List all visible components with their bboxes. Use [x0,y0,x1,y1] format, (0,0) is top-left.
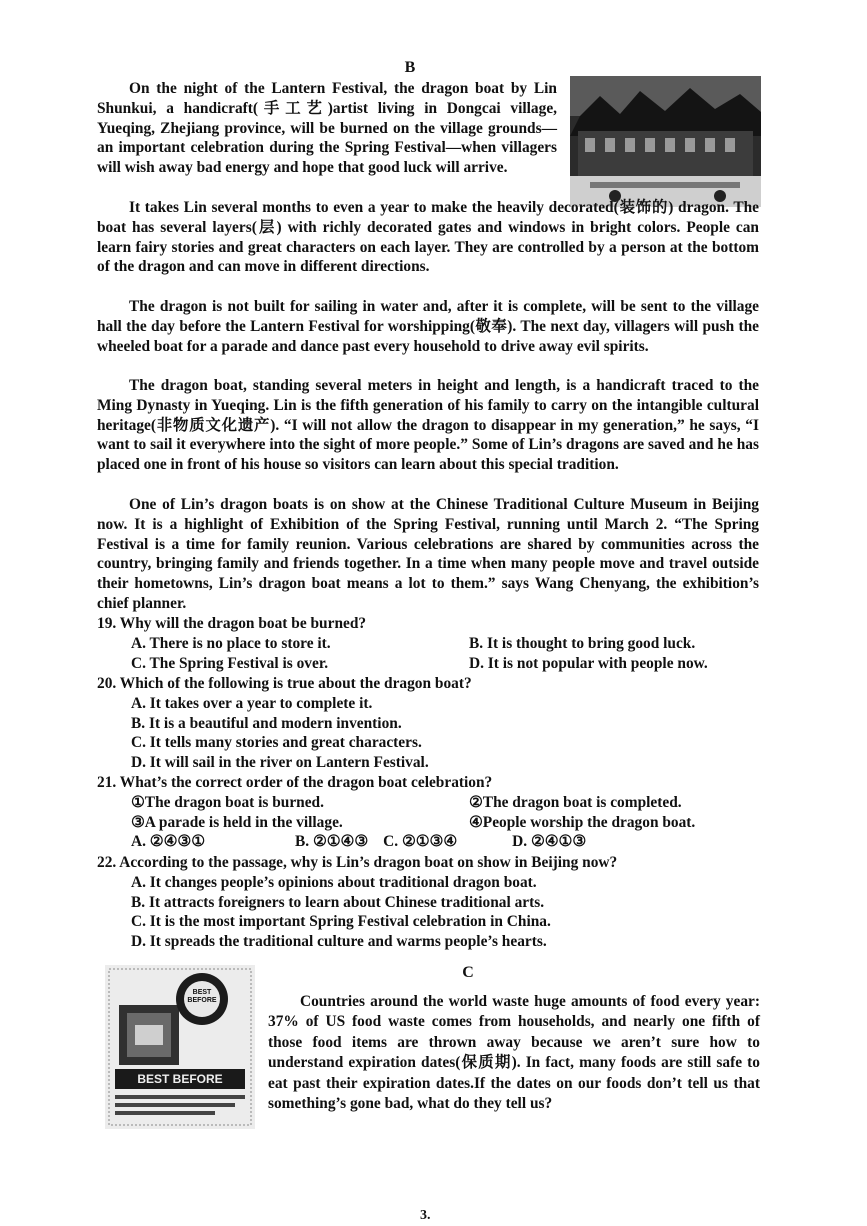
option-b[interactable]: B. It is thought to bring good luck. [469,634,696,652]
answer-c[interactable]: C. ②①③④ [383,833,458,851]
question-21 [97,773,767,852]
paragraph-text: Countries around the world waste huge amounts of food every year: 37% of US food waste comes from households, and nearly one fifth of those food items are thrown away because we aren’t sure how to understand expiration dates(保质期). In fact, many foods are still safe to eat past their expiration dates.If the dates on our foods don’t tell us that something’s gone bad, what do they tell us? [268,993,760,1113]
answer-d[interactable]: D. ②④①③ [512,833,587,851]
paragraph-text: The dragon is not built for sailing in water and, after it is complete, will be sent to the village hall the day before the Lantern Festival for worshipping(敬奉). The next day, villagers will push the wheeled boat for a parade and dance past every household to drive away evil spirits. [97,298,759,355]
answer-b[interactable]: B. ②①④③ [295,833,369,851]
paragraph-text: On the night of the Lantern Festival, the dragon boat by Lin Shunkui, a handicraft(手工艺)artist living in Dongcai village, Yueqing, Zhejiang province, will be burned on the village grounds—an important celebration during the Spring Festival—when villagers will wish away bad energy and hope that good luck will arrive. [97,80,557,177]
option-d[interactable]: D. It is not popular with people now. [469,654,708,672]
badge-text: BEST BEFORE [187,989,217,1004]
section-b-heading: B [404,59,416,76]
paragraph-text: One of Lin’s dragon boats is on show at the Chinese Traditional Culture Museum in Beijing now. It is a highlight of Exhibition of the Spring Festival, running until March 2. “The Spring Festival is a time for family reunion. Various celebrations are shared by communities across the country, bringing family and friends together. In a time when many people move and travel outside their hometowns, Lin’s dragon boat means a lot to them.” says Wang Chenyang, the exhibition’s chief planner. [97,496,759,612]
question-stem: 19. Why will the dragon boat be burned? [97,615,367,632]
option-d[interactable]: D. It will sail in the river on Lantern Festival. [131,754,429,772]
section-b-para-5 [97,495,759,614]
page-number: 3. [420,1208,431,1223]
option-a[interactable]: A. It takes over a year to complete it. [131,694,373,712]
best-before-label-image [105,965,255,1129]
section-b-para-3 [97,297,759,356]
dragon-boat-illustration [570,76,761,207]
option-b[interactable]: B. It attracts foreigners to learn about Chinese traditional arts. [131,893,545,911]
question-stem: 20. Which of the following is true about the dragon boat? [97,675,472,692]
question-20 [97,674,767,773]
event-2: ②The dragon boat is completed. [469,793,682,811]
option-a[interactable]: A. There is no place to store it. [131,634,331,652]
dragon-boat-photo [570,76,761,207]
paragraph-text: It takes Lin several months to even a year to make the heavily decorated(装饰的) dragon. The boat has several layers(层) with richly decorated gates and windows in bright colors. People can learn fairy stories and great characters on each layer. They are controlled by a person at the bottom of the dragon and can move in different directions. [97,199,759,276]
answer-a[interactable]: A. ②④③① [131,833,205,851]
question-stem: 22. According to the passage, why is Lin’s dragon boat on show in Beijing now? [97,854,618,871]
option-c[interactable]: C. The Spring Festival is over. [131,654,329,672]
question-19 [97,614,767,673]
section-c-para-1 [268,992,760,1114]
option-a[interactable]: A. It changes people’s opinions about traditional dragon boat. [131,873,537,891]
section-b-para-4 [97,376,759,475]
label-caption: BEST BEFORE [137,1072,223,1086]
option-c[interactable]: C. It is the most important Spring Festival celebration in China. [131,913,551,931]
paragraph-text: The dragon boat, standing several meters in height and length, is a handicraft traced to the Ming Dynasty in Yueqing. Lin is the fifth generation of his family to carry on the intangible cultural heritage(非物质文化遗产). “I will not allow the dragon to disappear in my generation,” he says, “I want to sail it everywhere into the sight of more people.” Some of Lin’s dragons are saved and he has placed one in front of his house so visitors can learn about this special tradition. [97,377,759,474]
option-c[interactable]: C. It tells many stories and great characters. [131,734,422,752]
section-c-heading: C [462,964,474,981]
event-1: ①The dragon boat is burned. [131,793,324,811]
event-4: ④People worship the dragon boat. [469,813,696,831]
food-label-illustration [105,965,255,1129]
question-22 [97,853,767,952]
option-d[interactable]: D. It spreads the traditional culture and warms people’s hearts. [131,933,547,951]
question-stem: 21. What’s the correct order of the dragon boat celebration? [97,774,493,791]
section-b-para-2 [97,198,759,277]
event-3: ③A parade is held in the village. [131,813,343,831]
section-b-para-1 [97,79,557,178]
option-b[interactable]: B. It is a beautiful and modern invention. [131,714,402,732]
